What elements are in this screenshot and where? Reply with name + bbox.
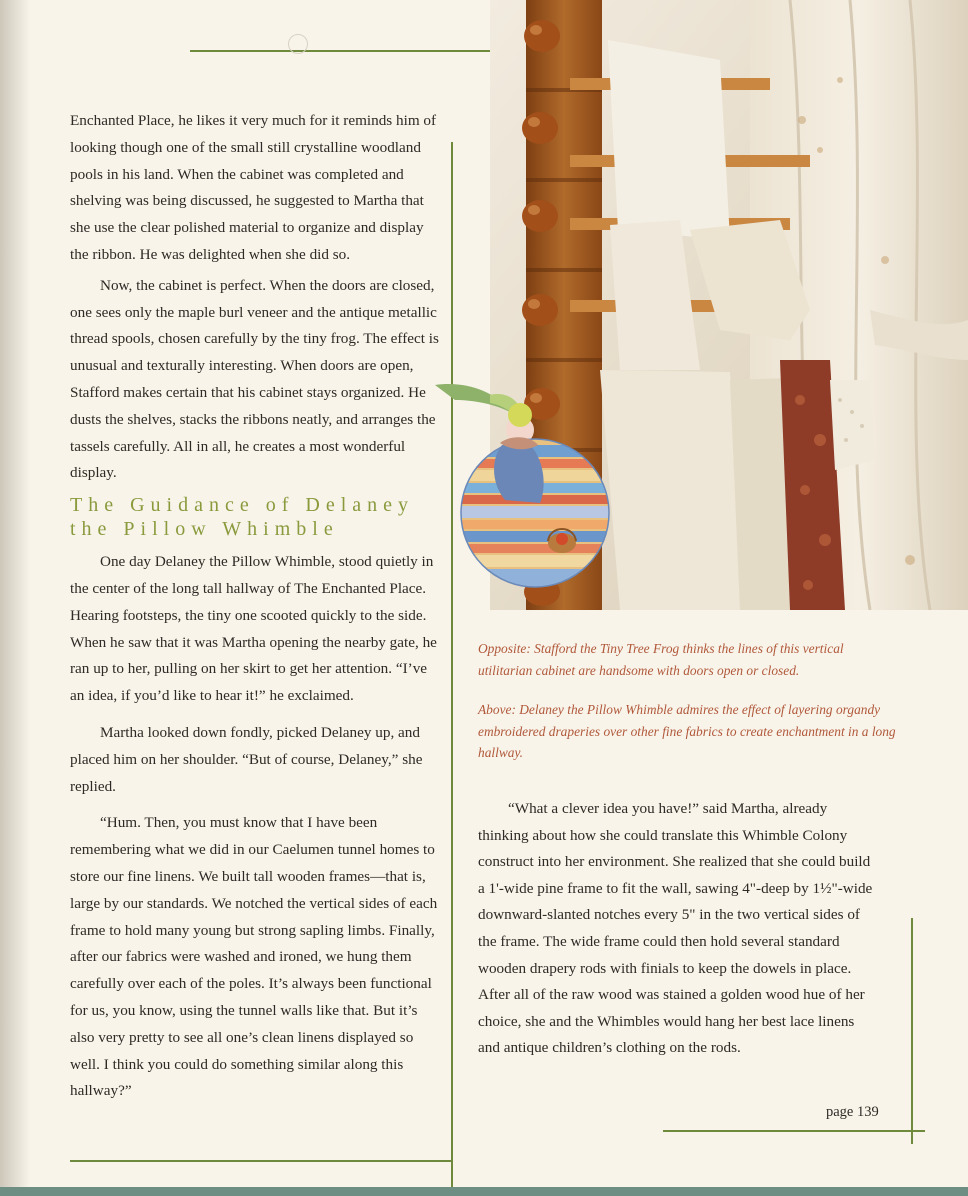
bottom-right-rule <box>663 1130 925 1132</box>
bottom-edge-strip <box>0 1187 968 1196</box>
bottom-left-rule <box>70 1160 452 1162</box>
section-heading: The Guidance of Delaney the Pillow Whimble <box>70 494 415 541</box>
caption-above: Above: Delaney the Pillow Whimble admires the effect of layering organdy embroidered draperies over other fine fabrics to create enchantment in a long hallway. <box>478 702 896 760</box>
page-gutter-shadow <box>0 0 30 1196</box>
body-paragraph: Enchanted Place, he likes it very much for it reminds him of looking though one of the small still crystalline woodland pools in his land. When the cabinet was completed and shelving was being discussed, he suggested to Martha that she use the clear polished material to organize and display the ribbon. He was delighted when she did so. <box>70 112 437 263</box>
caption-opposite: Opposite: Stafford the Tiny Tree Frog thinks the lines of this vertical utilitarian cabinet are handsome with doors open or closed. <box>478 641 844 678</box>
swirl-ornament-icon <box>288 34 308 54</box>
body-paragraph: “Hum. Then, you must know that I have been remembering what we did in our Caelumen tunnel homes to store our fine linens. We built tall wooden frames—that is, large by our standards. We notched the vertical sides of each frame to hold many young but strong sapling limbs. Finally, after our fabrics were washed and ironed, we hung them carefully over each of the poles. It’s always been functional for us, you know, using the tunnel walls like that. But it’s also very pretty to see all one’s clean linens displayed so well. I think you could do something similar along this hallway?” <box>70 814 438 1100</box>
left-text-column <box>70 108 440 1105</box>
top-rule <box>190 50 490 52</box>
center-vertical-rule <box>451 142 453 1187</box>
delaney-whimble-illustration <box>430 375 615 590</box>
body-paragraph: “What a clever idea you have!” said Martha, already thinking about how she could translate this Whimble Colony construct into her environment. She realized that she could build a 1'-wide pine frame to fit the wall, sawing 4"-deep by 1½"-wide downward-slanted notches every 5" in the two vertical sides of the frame. The wide frame could then hold several standard wooden drapery rods with finials to keep the dowels in place. After all of the raw wood was stained a golden wood hue of her choice, she and the Whimbles would hang her best lace linens and antique children’s clothing on the rods. <box>478 800 873 1057</box>
body-paragraph: Martha looked down fondly, picked Delaney up, and placed him on her shoulder. “But of course, Delaney,” she replied. <box>70 723 423 795</box>
page-number: page 139 <box>826 1104 879 1120</box>
body-paragraph: Now, the cabinet is perfect. When the doors are closed, one sees only the maple burl veneer and the antique metallic thread spools, chosen carefully by the tiny frog. The effect is unusual and texturally interesting. When doors are open, Stafford makes certain that his cabinet stays organized. He dusts the shelves, stacks the ribbons neatly, and arranges the tassels carefully. All in all, he creates a most wonderful display. <box>70 276 439 482</box>
right-vertical-rule <box>911 918 913 1144</box>
right-text-column <box>478 796 878 1062</box>
photo-captions <box>478 638 898 764</box>
body-paragraph: One day Delaney the Pillow Whimble, stood quietly in the center of the long tall hallway of The Enchanted Place. Hearing footsteps, the tiny one scooted quickly to the side. When he saw that it was Martha opening the nearby gate, he ran up to her, pulling on her skirt to get her attention. “I’ve an idea, if you’d like to hear it!” he exclaimed. <box>70 553 437 705</box>
